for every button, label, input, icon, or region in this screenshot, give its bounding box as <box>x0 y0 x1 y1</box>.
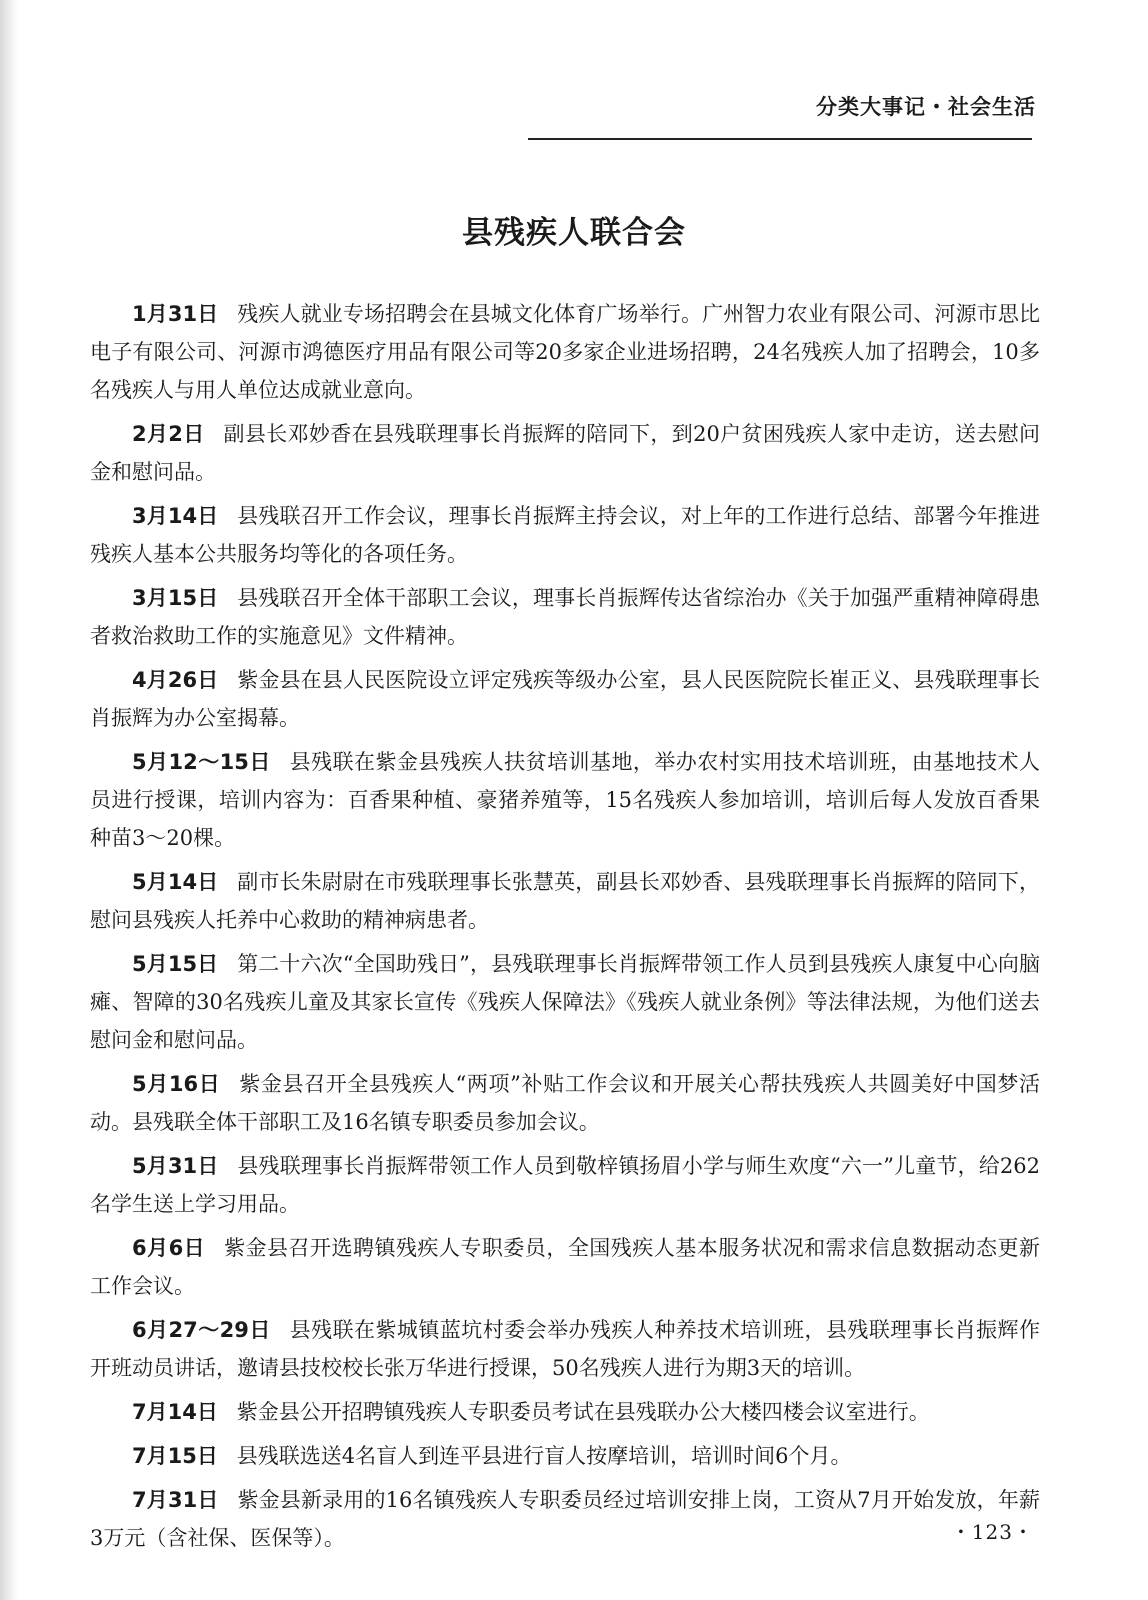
entry-date: 3月14日 <box>132 504 219 528</box>
entry-date: 6月6日 <box>132 1236 206 1260</box>
chronicle-entry <box>90 1229 1040 1305</box>
entry-text: 县残联召开全体干部职工会议，理事长肖振辉传达省综治办《关于加强严重精神障碍患者救治救助工作的实施意见》文件精神。 <box>90 586 1040 648</box>
entry-text: 残疾人就业专场招聘会在县城文化体育广场举行。广州智力农业有限公司、河源市思比电子有限公司、河源市鸿德医疗用品有限公司等20多家企业进场招聘，24名残疾人加了招聘会，10多名残疾人与用人单位达成就业意向。 <box>90 302 1040 402</box>
chronicle-entry <box>90 945 1040 1059</box>
chronicle-entry <box>90 579 1040 655</box>
chronicle-entry <box>90 497 1040 573</box>
running-head: 分类大事记・社会生活 <box>816 95 1036 119</box>
entry-text: 第二十六次“全国助残日”，县残联理事长肖振辉带领工作人员到县残疾人康复中心向脑瘫、智障的30名残疾儿童及其家长宣传《残疾人保障法》《残疾人就业条例》等法律法规，为他们送去慰问金和慰问品。 <box>90 952 1040 1052</box>
entry-text: 紫金县新录用的16名镇残疾人专职委员经过培训安排上岗，工资从7月开始发放，年薪3万元（含社保、医保等）。 <box>90 1488 1040 1550</box>
entry-text: 副县长邓妙香在县残联理事长肖振辉的陪同下，到20户贫困残疾人家中走访，送去慰问金和慰问品。 <box>90 422 1040 484</box>
entry-date: 5月15日 <box>132 952 219 976</box>
entry-text: 县残联理事长肖振辉带领工作人员到敬梓镇扬眉小学与师生欢度“六一”儿童节，给262名学生送上学习用品。 <box>90 1154 1040 1216</box>
entry-date: 5月14日 <box>132 870 219 894</box>
entry-text: 紫金县召开全县残疾人“两项”补贴工作会议和开展关心帮扶残疾人共圆美好中国梦活动。县残联全体干部职工及16名镇专职委员参加会议。 <box>90 1072 1040 1134</box>
chronicle-entry <box>90 1311 1040 1387</box>
page-number: ・123・ <box>950 1520 1034 1544</box>
entry-date: 6月27～29日 <box>132 1318 271 1342</box>
page-title: 县残疾人联合会 <box>462 215 686 251</box>
entry-date: 1月31日 <box>132 302 219 326</box>
entry-date: 3月15日 <box>132 586 219 610</box>
chronicle-entry <box>90 415 1040 491</box>
entry-date: 5月31日 <box>132 1154 219 1178</box>
entry-text: 县残联选送4名盲人到连平县进行盲人按摩培训，培训时间6个月。 <box>236 1444 852 1468</box>
chronicle-entry <box>90 1065 1040 1141</box>
entry-text: 紫金县在县人民医院设立评定残疾等级办公室，县人民医院院长崔正义、县残联理事长肖振辉为办公室揭幕。 <box>90 668 1040 730</box>
entry-date: 2月2日 <box>132 422 205 446</box>
entry-date: 5月16日 <box>132 1072 221 1096</box>
chronicle-entry <box>90 661 1040 737</box>
entry-date: 5月12～15日 <box>132 750 271 774</box>
chronicle-entry <box>90 863 1040 939</box>
chronicle-entry <box>90 295 1040 409</box>
chronicle-entry <box>90 1481 1040 1557</box>
entry-date: 4月26日 <box>132 668 219 692</box>
chronicle-entry <box>90 743 1040 857</box>
entry-text: 副市长朱尉尉在市残联理事长张慧英，副县长邓妙香、县残联理事长肖振辉的陪同下，慰问县残疾人托养中心救助的精神病患者。 <box>90 870 1040 932</box>
entry-date: 7月14日 <box>132 1400 218 1424</box>
entry-text: 紫金县召开选聘镇残疾人专职委员，全国残疾人基本服务状况和需求信息数据动态更新工作会议。 <box>90 1236 1040 1298</box>
entry-text: 紫金县公开招聘镇残疾人专职委员考试在县残联办公大楼四楼会议室进行。 <box>236 1400 930 1424</box>
entry-text: 县残联召开工作会议，理事长肖振辉主持会议，对上年的工作进行总结、部署今年推进残疾人基本公共服务均等化的各项任务。 <box>90 504 1040 566</box>
entry-date: 7月15日 <box>132 1444 218 1468</box>
entry-date: 7月31日 <box>132 1488 219 1512</box>
chronicle-entry <box>90 1393 1040 1431</box>
chronicle-entry <box>90 1147 1040 1223</box>
chronicle-entry <box>90 1437 1040 1475</box>
entry-text: 县残联在紫城镇蓝坑村委会举办残疾人种养技术培训班，县残联理事长肖振辉作开班动员讲话，邀请县技校校长张万华进行授课，50名残疾人进行为期3天的培训。 <box>90 1318 1041 1380</box>
header-rule <box>528 138 1032 140</box>
chronicle-entries <box>90 295 1040 1563</box>
entry-text: 县残联在紫金县残疾人扶贫培训基地，举办农村实用技术培训班，由基地技术人员进行授课，培训内容为：百香果种植、豪猪养殖等，15名残疾人参加培训，培训后每人发放百香果种苗3～20棵。 <box>90 750 1041 850</box>
